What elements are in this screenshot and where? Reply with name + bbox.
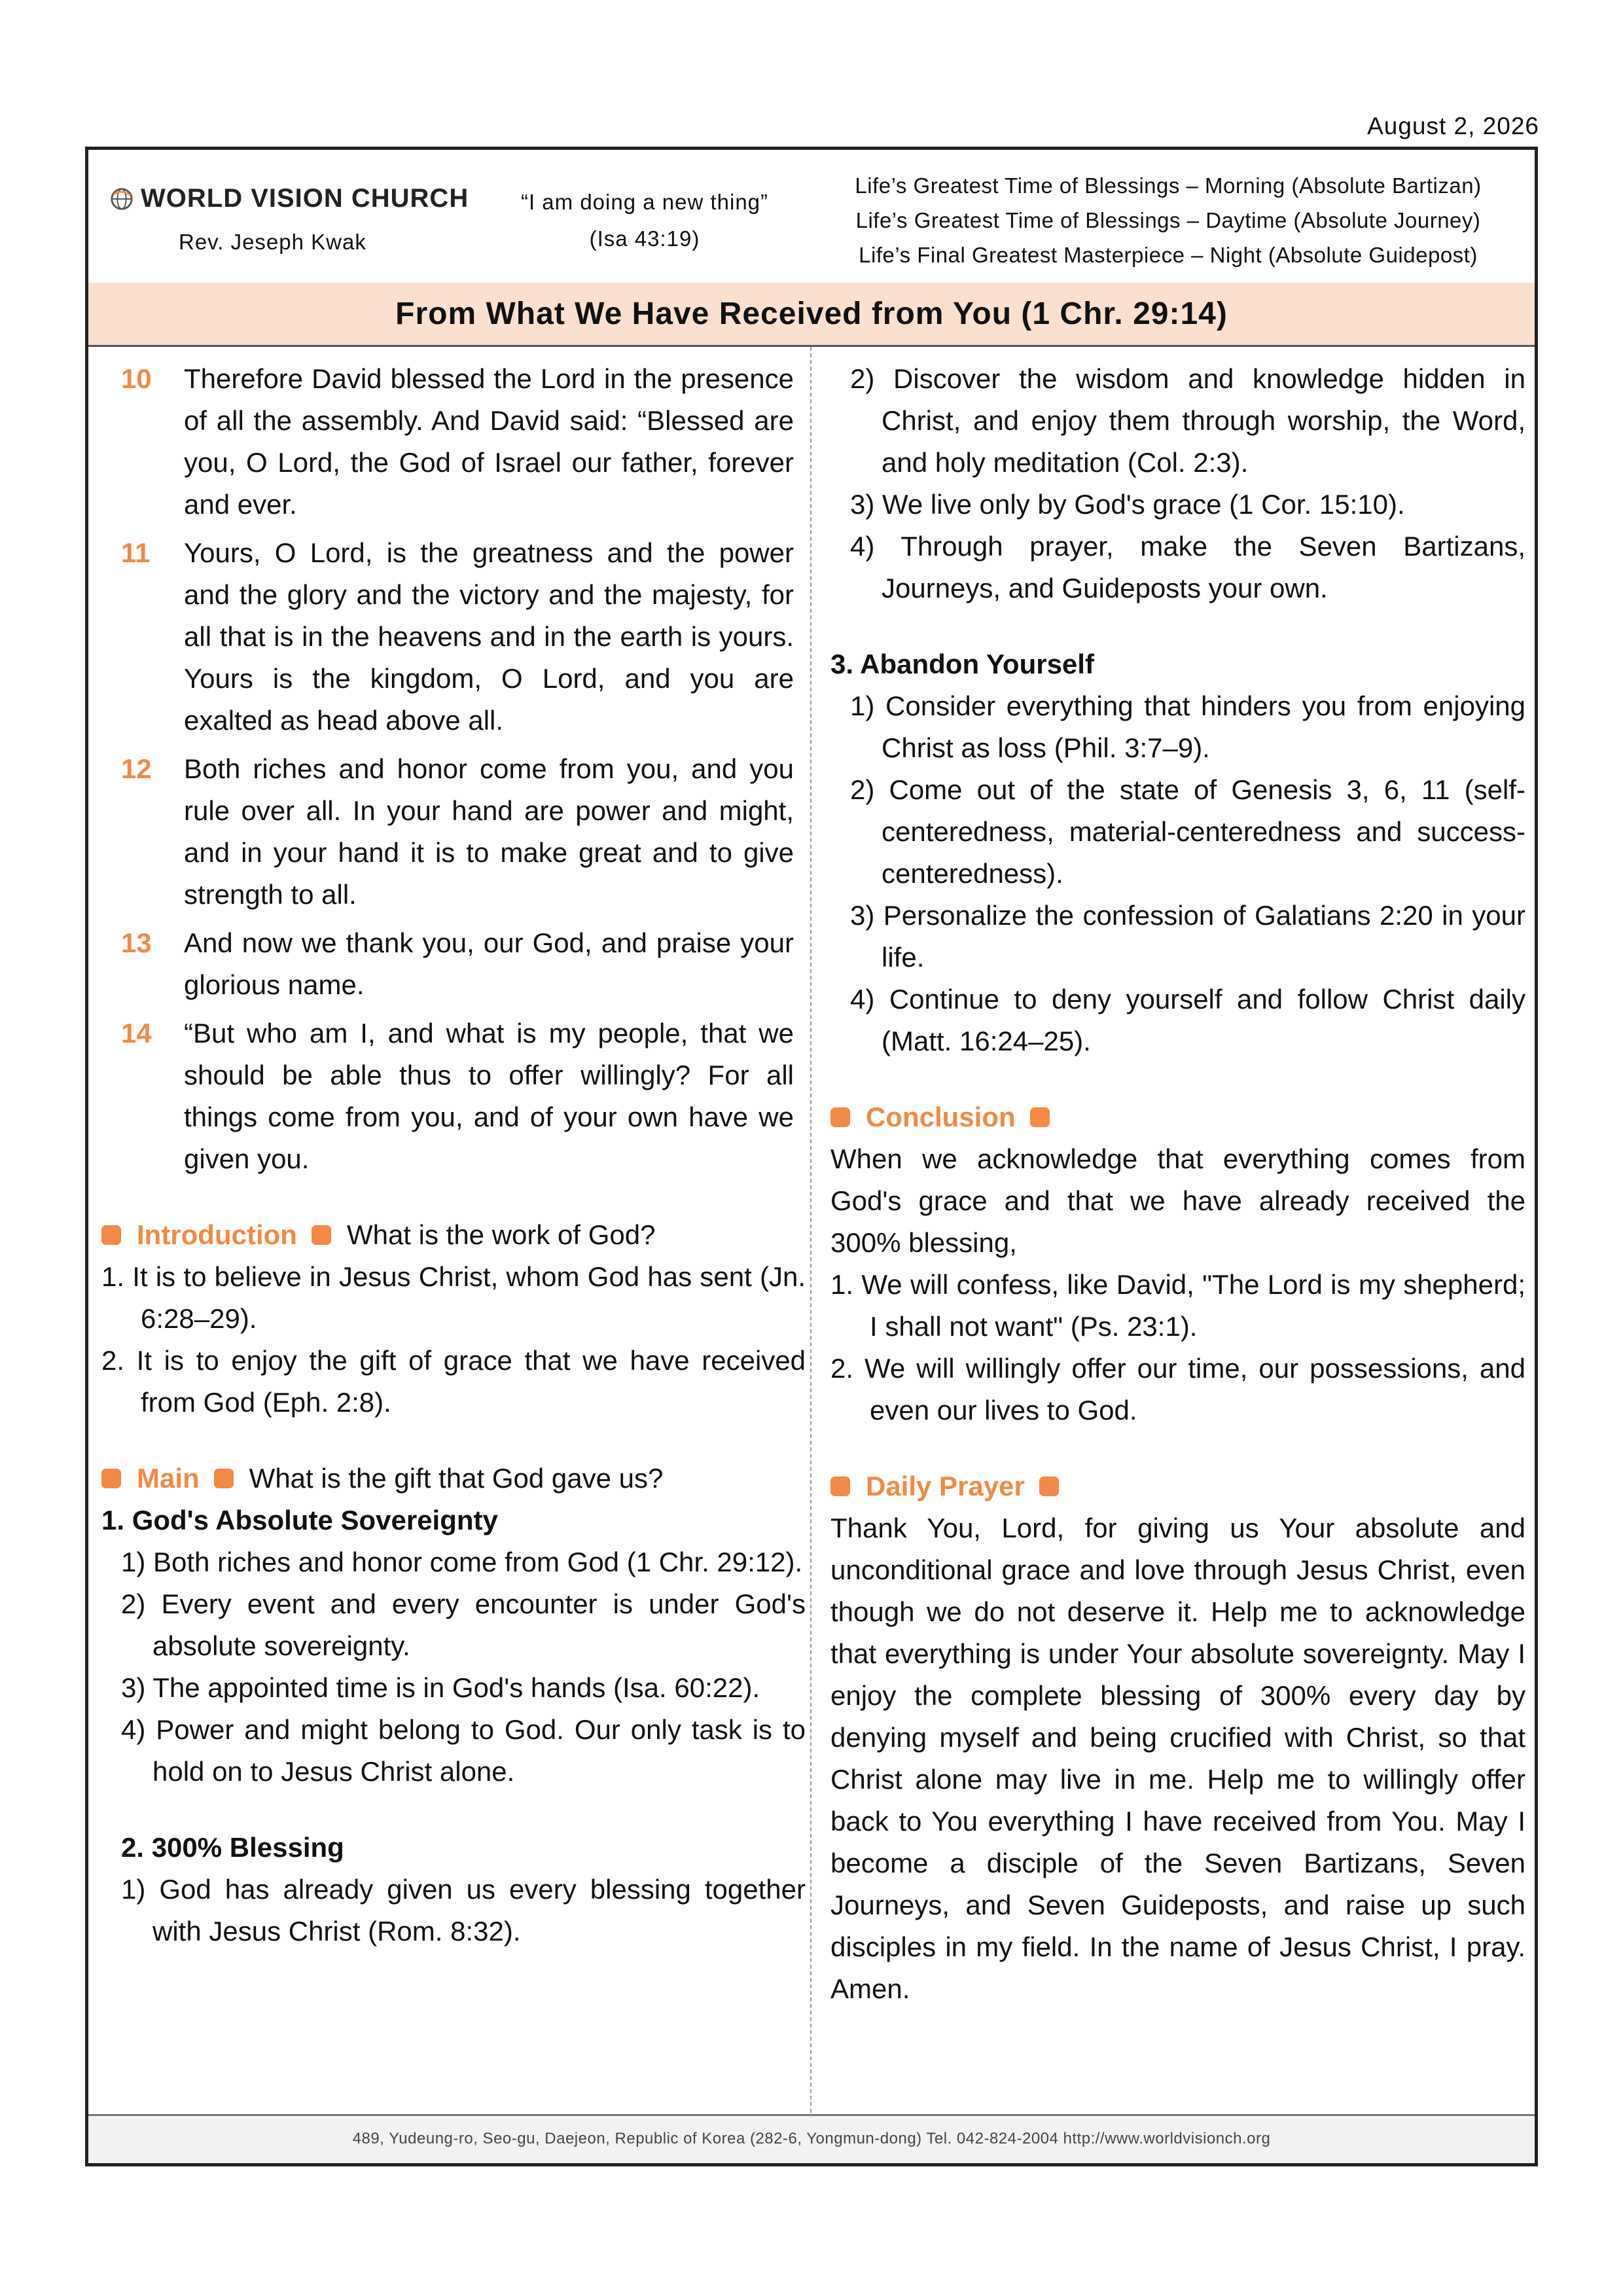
bulletin-date: August 2, 2026 (1367, 113, 1539, 139)
church-address-footer: 489, Yudeung-ro, Seo-gu, Daejeon, Republic of Korea (282-6, Yongmun-dong) Tel. 042-824-2004 http://www.worldvisionch.org (88, 2114, 1535, 2163)
pillar-daytime: Life’s Greatest Time of Blessings – Daytime (Absolute Journey) (855, 208, 1481, 232)
square-bullet-icon (312, 1225, 331, 1245)
verse-text: And now we thank you, our God, and praise your glorious name. (184, 927, 794, 1000)
verse-text: “But who am I, and what is my people, that we should be able thus to offer willingly? For all things come from you, and of your own have we given you. (184, 1018, 794, 1174)
column-divider (810, 347, 812, 2119)
square-bullet-icon (830, 1477, 850, 1496)
conclusion-item: 1. We will confess, like David, "The Lord is my shepherd; I shall not want" (Ps. 23:1). (830, 1269, 1525, 1342)
verse-text: Yours, O Lord, is the greatness and the power and the glory and the victory and the majesty, for all that is in the heavens and in the earth is yours. Yours is the kingdom, O Lord, and you are exalted as head above all. (184, 537, 794, 736)
point-item: 3) The appointed time is in God's hands (Isa. 60:22). (121, 1672, 760, 1703)
square-bullet-icon (1039, 1477, 1059, 1496)
verse-number: 13 (121, 927, 152, 958)
point-heading: 3. Abandon Yourself (830, 649, 1094, 679)
verse-number: 10 (121, 363, 152, 394)
church-pillars (821, 168, 1515, 272)
church-logo (109, 184, 469, 213)
conclusion-intro: When we acknowledge that everything comes from God's grace and that we have already received the 300% blessing, (830, 1143, 1525, 1258)
point-heading: 2. 300% Blessing (121, 1832, 344, 1863)
church-motto (494, 184, 795, 257)
point-item: 1) God has already given us every blessing together with Jesus Christ (Rom. 8:32). (121, 1874, 806, 1946)
conclusion-label: Conclusion (866, 1102, 1016, 1132)
scripture-verse (121, 1013, 806, 1180)
introduction-label: Introduction (137, 1219, 297, 1250)
conclusion-item: 2. We will willingly offer our time, our possessions, and even our lives to God. (830, 1353, 1525, 1426)
pillar-morning: Life’s Greatest Time of Blessings – Morning (Absolute Bartizan) (855, 173, 1482, 198)
scripture-verse (121, 922, 806, 1006)
conclusion-heading (830, 1096, 1525, 1138)
motto-quote: “I am doing a new thing” (520, 190, 769, 214)
main-heading (101, 1458, 806, 1499)
prayer-heading (830, 1465, 1525, 1507)
verse-number: 14 (121, 1018, 152, 1049)
point-item: 1) Both riches and honor come from God (1 Chr. 29:12). (121, 1547, 803, 1577)
verse-text: Therefore David blessed the Lord in the presence of all the assembly. And David said: “Blessed are you, O Lord, the God of Israel our father, forever and ever. (184, 363, 794, 520)
church-name: WORLD VISION CHURCH (141, 184, 469, 213)
introduction-item: 1. It is to believe in Jesus Christ, whom God has sent (Jn. 6:28–29). (101, 1261, 806, 1334)
motto-reference: (Isa 43:19) (589, 226, 700, 251)
point-item: 4) Continue to deny yourself and follow Christ daily (Matt. 16:24–25). (850, 984, 1525, 1056)
point-heading: 1. God's Absolute Sovereignty (101, 1505, 498, 1535)
point-item: 3) Personalize the confession of Galatians 2:20 in your life. (850, 900, 1525, 973)
square-bullet-icon (101, 1225, 121, 1245)
prayer-text: Thank You, Lord, for giving us Your absolute and unconditional grace and love through Jesus Christ, even though we do not deserve it. Help me to acknowledge that everything is under Your absolute sovereignty. May I enjoy the complete blessing of 300% every day by denying myself and being crucified with Christ, so that Christ alone may live in me. Help me to willingly offer back to You everything I have received from You. May I become a disciple of the Seven Bartizans, Seven Journeys, and Seven Guideposts, and raise up such disciples in my field. In the name of Jesus Christ, I pray. Amen. (830, 1513, 1525, 2004)
square-bullet-icon (101, 1469, 121, 1488)
verse-text: Both riches and honor come from you, and you rule over all. In your hand are power and might, and in your hand it is to make great and to give strength to all. (184, 753, 794, 910)
introduction-item: 2. It is to enjoy the gift of grace that we have received from God (Eph. 2:8). (101, 1345, 806, 1418)
point-item: 4) Power and might belong to God. Our only task is to hold on to Jesus Christ alone. (121, 1714, 806, 1787)
bulletin-header (88, 150, 1535, 285)
square-bullet-icon (1030, 1107, 1050, 1127)
point-item: 2) Come out of the state of Genesis 3, 6, 11 (self-centeredness, material-centeredness and success-centeredness). (850, 774, 1525, 889)
sermon-title: From What We Have Received from You (1 Chr. 29:14) (88, 283, 1535, 347)
globe-logo-icon (109, 187, 134, 211)
point-item: 4) Through prayer, make the Seven Bartizans, Journeys, and Guideposts your own. (850, 531, 1525, 603)
pillar-night: Life’s Final Greatest Masterpiece – Night (Absolute Guidepost) (859, 243, 1478, 267)
point-item: 2) Discover the wisdom and knowledge hidden in Christ, and enjoy them through worship, the Word, and holy meditation (Col. 2:3). (850, 363, 1525, 478)
square-bullet-icon (830, 1107, 850, 1127)
pastor-name: Rev. Jeseph Kwak (179, 230, 366, 254)
right-column (830, 358, 1525, 2010)
scripture-verse (121, 748, 806, 916)
main-question: What is the gift that God gave us? (249, 1463, 664, 1494)
main-label: Main (137, 1463, 200, 1494)
bulletin-frame (85, 147, 1538, 2166)
introduction-heading (101, 1214, 806, 1256)
scripture-verse (121, 358, 806, 526)
introduction-question: What is the work of God? (346, 1219, 656, 1250)
square-bullet-icon (214, 1469, 234, 1488)
prayer-label: Daily Prayer (866, 1471, 1025, 1501)
scripture-verse (121, 532, 806, 742)
point-item: 1) Consider everything that hinders you from enjoying Christ as loss (Phil. 3:7–9). (850, 691, 1525, 763)
left-column (101, 358, 806, 1952)
point-item: 3) We live only by God's grace (1 Cor. 15:10). (850, 489, 1405, 520)
point-item: 2) Every event and every encounter is under God's absolute sovereignty. (121, 1588, 806, 1661)
verse-number: 11 (121, 537, 151, 568)
verse-number: 12 (121, 753, 152, 784)
